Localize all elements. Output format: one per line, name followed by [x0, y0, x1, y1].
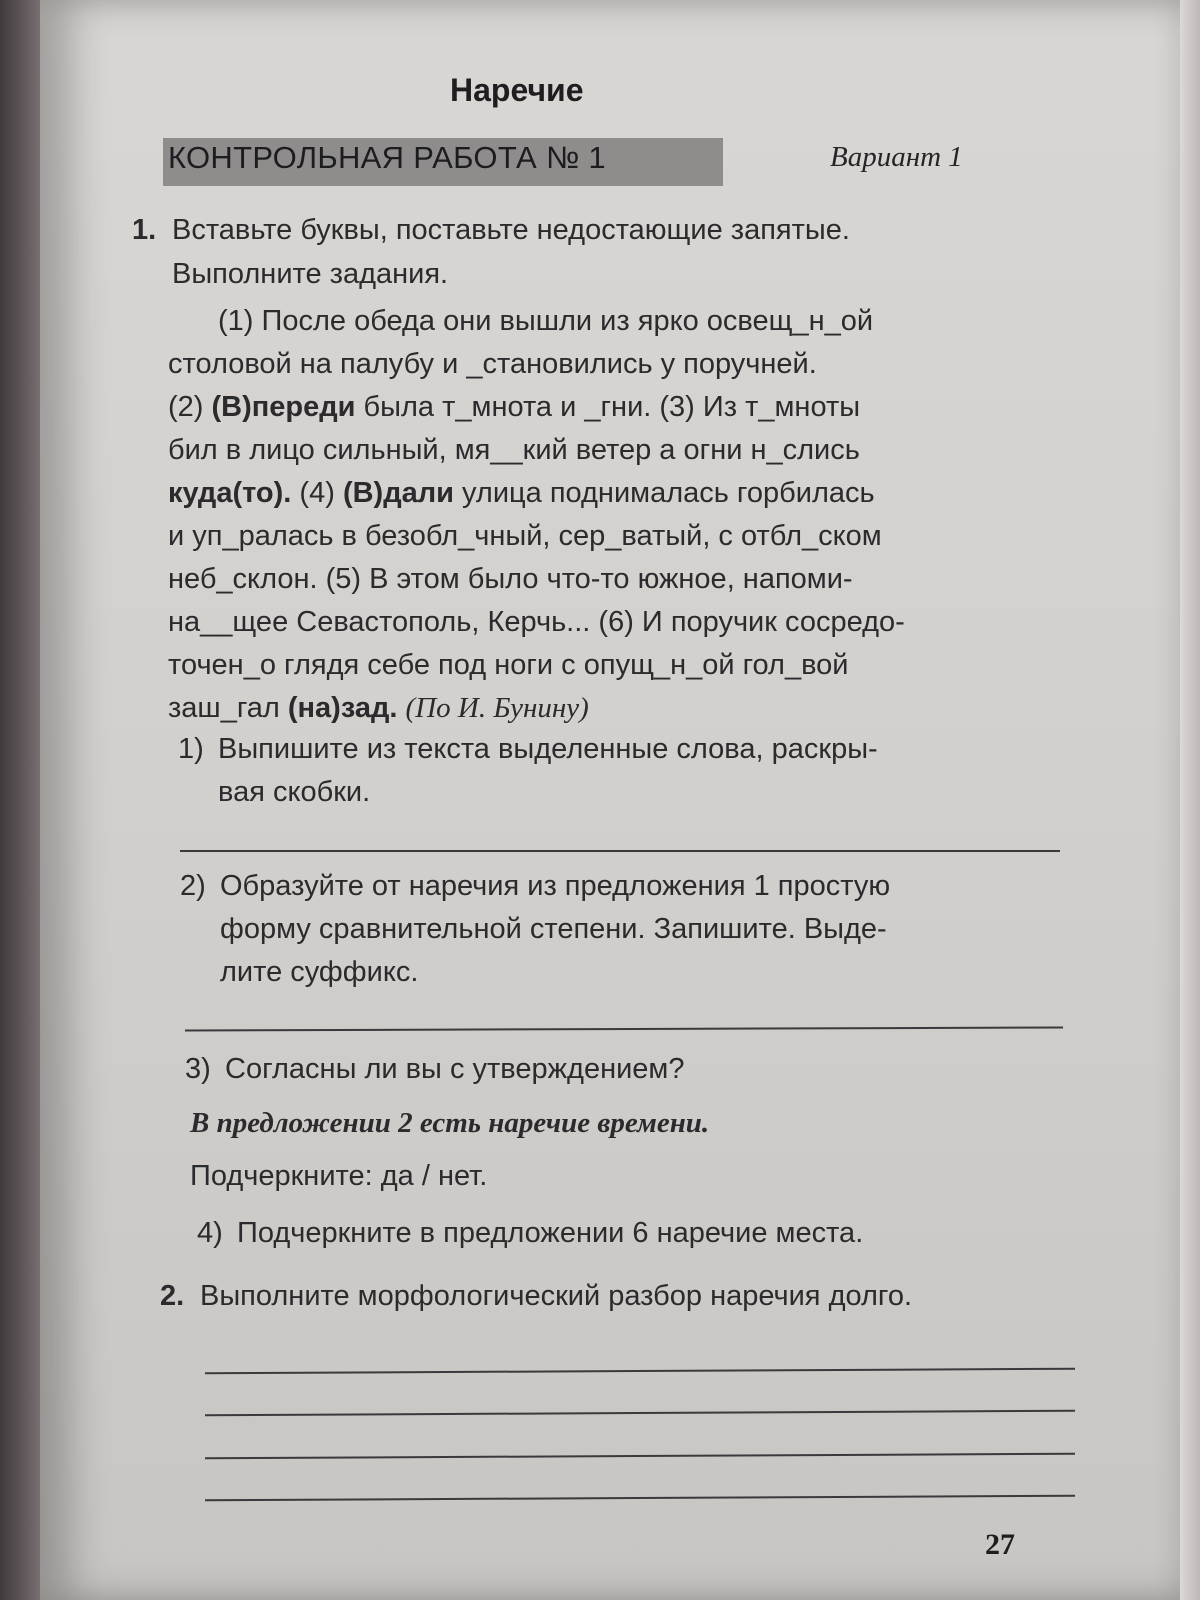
question-line: форму сравнительной степени. Запишите. Выде-: [220, 913, 887, 945]
source-attribution: (По И. Бунину): [405, 692, 589, 724]
question-4: [197, 1212, 1077, 1255]
highlighted-word: (В)дали: [342, 477, 454, 509]
answer-line[interactable]: [205, 1368, 1075, 1375]
question-line: Подчеркните в предложении 6 наречие места.: [237, 1217, 864, 1249]
instruction-line-2: Выполните задания.: [172, 258, 449, 290]
task-1-instruction: [132, 208, 1072, 296]
test-title: КОНТРОЛЬНАЯ РАБОТА № 1: [168, 140, 606, 175]
question-1: [178, 728, 1058, 814]
highlighted-word: куда(то).: [168, 477, 292, 509]
question-2: [180, 865, 1060, 994]
question-3: [185, 1048, 1065, 1091]
question-line: Согласны ли вы с утверждением?: [225, 1053, 685, 1085]
task-2: [160, 1275, 1060, 1318]
question-number: 4): [197, 1217, 223, 1249]
answer-line[interactable]: [205, 1495, 1075, 1502]
answer-choice-text[interactable]: Подчеркните: да / нет.: [190, 1160, 488, 1192]
question-number: 3): [185, 1053, 211, 1085]
instruction-line-1: Вставьте буквы, поставьте недостающие запятые.: [172, 214, 850, 246]
statement-text: В предложении 2 есть наречие времени.: [190, 1107, 710, 1139]
question-line: Выпишите из текста выделенные слова, раскры-: [218, 733, 878, 765]
task-1-number: 1.: [132, 214, 157, 246]
passage-line: (1) После обеда они вышли из ярко освещ_н_ой: [218, 305, 874, 337]
question-number: 2): [180, 870, 206, 902]
highlighted-word: (В)переди: [211, 391, 356, 423]
variant-label: Вариант 1: [830, 141, 963, 173]
task-2-text: Выполните морфологический разбор наречия долго.: [200, 1280, 913, 1312]
answer-line[interactable]: [185, 1026, 1063, 1031]
workbook-page: [40, 0, 1180, 1600]
question-line: вая скобки.: [218, 776, 371, 808]
passage-line: бил в лицо сильный, мя__кий ветер а огни н_слись: [168, 434, 860, 466]
passage-line: (2) (В)переди была т_мнота и _гни. (3) Из т_мноты: [168, 391, 861, 423]
page-number: 27: [985, 1528, 1015, 1561]
passage-line: неб_склон. (5) В этом было что-то южное, напоми-: [168, 563, 853, 595]
question-line: лите суффикс.: [220, 956, 419, 988]
text-passage: [168, 300, 1068, 730]
passage-line: столовой на палубу и _становились у поручней.: [168, 348, 817, 380]
task-2-number: 2.: [160, 1280, 185, 1312]
question-number: 1): [178, 733, 204, 765]
topic-heading: Наречие: [450, 72, 584, 108]
passage-line: куда(то). (4) (В)дали улица поднималась горбилась: [168, 477, 875, 509]
question-line: Образуйте от наречия из предложения 1 простую: [220, 870, 891, 902]
passage-line: на__щее Севастополь, Керчь... (6) И поручик сосредо-: [168, 606, 905, 638]
question-3-statement: [190, 1102, 1070, 1145]
question-3-answer: [190, 1155, 1070, 1198]
passage-line: и уп_ралась в безобл_чный, сер_ватый, с отбл_ском: [168, 520, 882, 552]
answer-line[interactable]: [205, 1410, 1075, 1417]
passage-line: заш_гал (на)зад. (По И. Бунину): [168, 692, 589, 724]
answer-line[interactable]: [180, 850, 1060, 852]
passage-line: точен_о глядя себе под ноги с опущ_н_ой гол_вой: [168, 649, 849, 681]
highlighted-word: (на)зад.: [287, 692, 398, 724]
answer-line[interactable]: [205, 1453, 1075, 1460]
